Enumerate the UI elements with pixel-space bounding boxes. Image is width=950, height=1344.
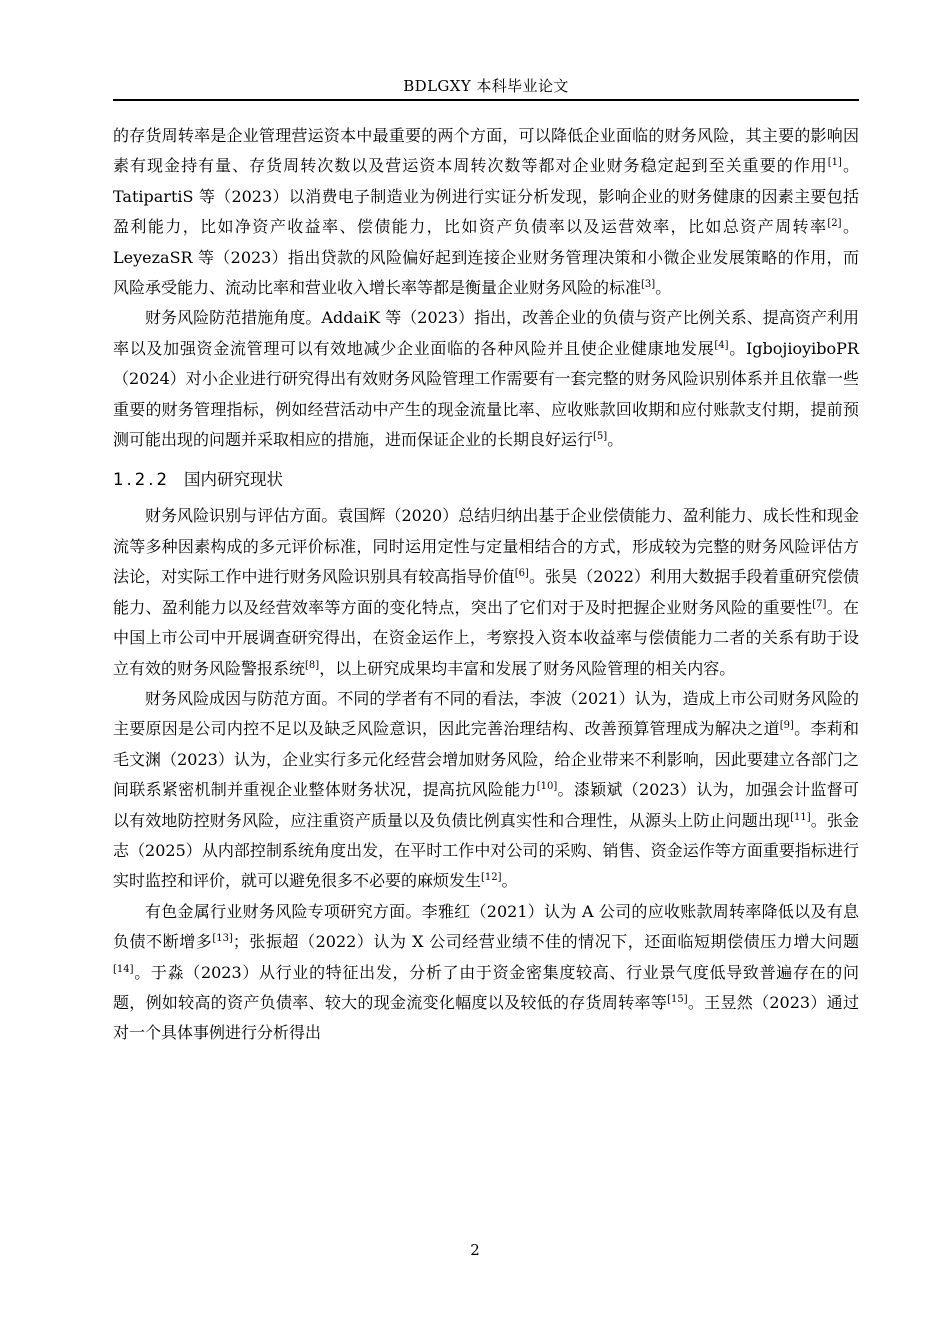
citation-ref: [9]	[779, 720, 794, 732]
text-run: 。	[655, 278, 672, 298]
paragraph-domestic-causes	[113, 684, 859, 897]
paragraph-domestic-identification	[113, 501, 859, 683]
text-run: 。在中国上市公司中开展调查研究得出，在资金运作上，考察投入资本收益率与偿债能力二者的关系有助于设立有效的财务风险警报系统	[113, 597, 859, 678]
paragraph-international-prevention	[113, 303, 859, 455]
text-run: 。IgbojioyiboPR（2024）对小企业进行研究得出有效财务风险管理工作需要有一套完整的财务风险识别体系并且依靠一些重要的财务管理指标，例如经营活动中产生的现金流量比率、应收账款回收期和应付账款支付期，提前预测可能出现的问题并采取相应的措施，进而保证企业的长期良好运行	[113, 338, 859, 450]
citation-ref: [12]	[481, 872, 502, 884]
citation-ref: [14]	[113, 963, 134, 975]
text-run: 。漆颖斌（2023）认为，加强会计监督可以有效地防控财务风险，应注重资产质量以及负债比例真实性和合理性，从源头上防止问题出现	[113, 780, 859, 830]
body-text	[113, 121, 859, 1049]
citation-ref: [5]	[593, 431, 608, 443]
text-run: 。	[607, 430, 624, 450]
text-run: 财务风险防范措施角度。AddaiK 等（2023）指出，改善企业的负债与资产比例关系、提高资产利用率以及加强资金流管理可以有效地减少企业面临的各种风险并且使企业健康地发展	[113, 308, 859, 358]
text-run: 。TatipartiS 等（2023）以消费电子制造业为例进行实证分析发现，影响企业的财务健康的因素主要包括盈利能力，比如净资产收益率、偿债能力，比如资产负债率以及运营效率，比如总资产周转率	[113, 156, 859, 237]
text-run: 。王昱然（2023）通过对一个具体事例进行分析得出	[113, 992, 859, 1043]
text-run: 。张金志（2025）从内部控制系统角度出发，在平时工作中对公司的采购、销售、资金运作等方面重要指标进行实时监控和评价，就可以避免很多不必要的麻烦发生	[113, 810, 859, 891]
text-run: 财务风险识别与评估方面。袁国辉（2020）总结归纳出基于企业偿债能力、盈利能力、成长性和现金流等多种因素构成的多元评价标准，同时运用定性与定量相结合的方式，形成较为完整的财务风险评估方法论，对实际工作中进行财务风险识别具有较高指导价值	[113, 506, 859, 587]
text-run: ；张振超（2022）认为 X 公司经营业绩不佳的情况下，还面临短期偿债压力增大问题	[232, 932, 859, 952]
citation-ref: [4]	[714, 339, 729, 351]
text-run: 有色金属行业财务风险专项研究方面。李雅红（2021）认为 A 公司的应收账款周转率降低以及有息负债不断增多	[113, 901, 859, 952]
citation-ref: [15]	[667, 993, 688, 1005]
section-title: 国内研究现状	[183, 470, 283, 490]
section-heading	[113, 465, 859, 495]
citation-ref: [10]	[536, 781, 558, 793]
page-header: BDLGXY 本科毕业论文	[403, 77, 569, 95]
citation-ref: [1]	[827, 157, 842, 169]
text-run: 财务风险成因与防范方面。不同的学者有不同的看法，李波（2021）认为，造成上市公司财务风险的主要原因是公司内控不足以及缺乏风险意识，因此完善治理结构、改善预算管理成为解决之道	[113, 688, 859, 739]
header-rule	[113, 99, 859, 101]
citation-ref: [2]	[827, 218, 842, 230]
citation-ref: [6]	[514, 568, 529, 580]
text-run: 。张昊（2022）利用大数据手段着重研究偿债能力、盈利能力以及经营效率等方面的变化特点，突出了它们对于及时把握企业财务风险的重要性	[113, 567, 859, 617]
citation-ref: [13]	[212, 933, 233, 945]
paragraph-international-risk-factors	[113, 121, 859, 303]
page-number: 2	[470, 1241, 480, 1259]
text-run: 。LeyezaSR 等（2023）指出贷款的风险偏好起到连接企业财务管理决策和小微企业发展策略的作用，而风险承受能力、流动比率和营业收入增长率等都是衡量企业财务风险的标准	[113, 217, 859, 298]
text-run: 的存货周转率是企业管理营运资本中最重要的两个方面，可以降低企业面临的财务风险，其主要的影响因素有现金持有量、存货周转次数以及营运资本周转次数等都对企业财务稳定起到至关重要的作用	[113, 126, 859, 176]
section-number: 1.2.2	[113, 470, 170, 490]
citation-ref: [11]	[790, 811, 811, 823]
citation-ref: [3]	[641, 279, 656, 291]
text-run: 。李莉和毛文渊（2023）认为，企业实行多元化经营会增加财务风险，给企业带来不利影响，因此要建立各部门之间联系紧密机制并重视企业整体财务状况，提高抗风险能力	[113, 719, 859, 800]
text-run: 。	[501, 871, 518, 891]
text-run: 。于淼（2023）从行业的特征出发，分析了由于资金密集度较高、行业景气度低导致普遍存在的问题，例如较高的资产负债率、较大的现金流变化幅度以及较低的存货周转率等	[113, 962, 859, 1012]
citation-ref: [7]	[812, 598, 827, 610]
citation-ref: [8]	[305, 659, 320, 671]
text-run: ，以上研究成果均丰富和发展了财务风险管理的相关内容。	[319, 658, 736, 678]
paragraph-nonferrous-industry	[113, 897, 859, 1049]
